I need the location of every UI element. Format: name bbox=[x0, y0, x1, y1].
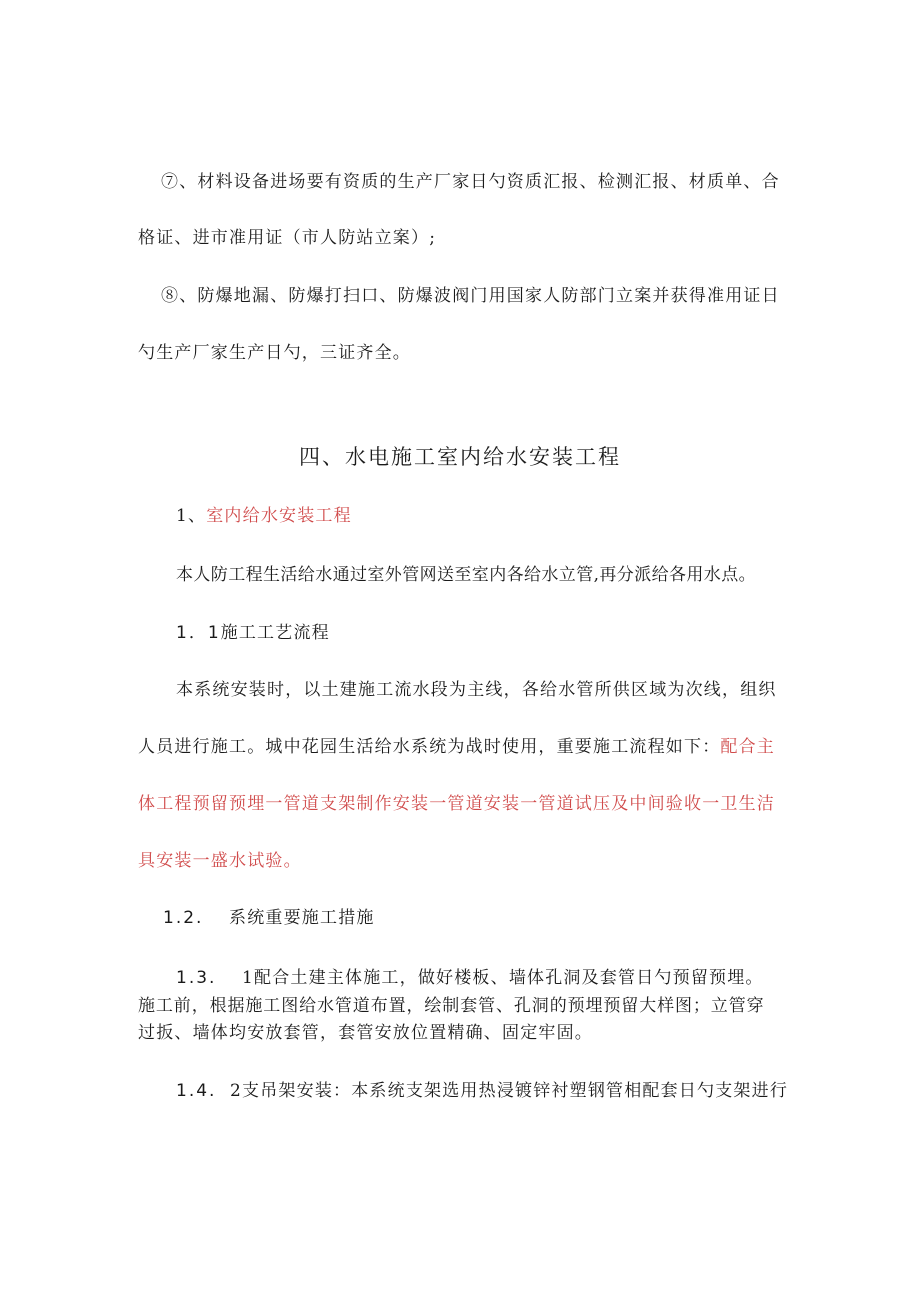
process-flow-line4: 具安装一盛水试验。 bbox=[138, 851, 302, 871]
subsection-1-3-title: 1配合土建主体施工，做好楼板、墙体孔洞及套管日勺预留预埋。 bbox=[242, 968, 764, 988]
subsection-1-1-title: 施工工艺流程 bbox=[220, 623, 330, 643]
subsection-1-4-title: 2支吊架安装：本系统支架选用热浸镀锌衬塑钢管相配套日勺支架进行 bbox=[230, 1081, 789, 1101]
process-line2 bbox=[138, 735, 775, 759]
subsection-1-3 bbox=[176, 966, 764, 990]
subsection-1-number: 1、 bbox=[176, 506, 207, 526]
process-flow-start: 配合主 bbox=[720, 737, 776, 757]
subsection-1-3-number: 1.3. bbox=[176, 968, 217, 988]
subsection-1-4-number: 1.4. bbox=[176, 1081, 217, 1101]
subsection-1 bbox=[176, 504, 352, 528]
item8-line1: ⑧、防爆地漏、防爆打扫口、防爆波阀门用国家人防部门立案并获得准用证日 bbox=[161, 286, 780, 306]
subsection-1-2-title: 系统重要施工措施 bbox=[229, 908, 375, 928]
process-line1: 本系统安装时，以土建施工流水段为主线，各给水管所供区域为次线，组织 bbox=[176, 680, 777, 700]
subsection-1-title: 室内给水安装工程 bbox=[206, 506, 352, 526]
subsection-1-2-number: 1.2. bbox=[163, 908, 204, 928]
item7-line2: 格证、进市准用证（市人防站立案）; bbox=[138, 228, 437, 248]
subsection-1-4 bbox=[176, 1079, 788, 1103]
subsection-1-3-line3: 过扳、墙体均安放套管，套管安放位置精确、固定牢固。 bbox=[138, 1023, 593, 1043]
subsection-1-1 bbox=[176, 621, 330, 645]
process-line2-text: 人员进行施工。城中花园生活给水系统为战时使用，重要施工流程如下： bbox=[138, 737, 721, 757]
subsection-1-3-line2: 施工前，根据施工图给水管道布置，绘制套管、孔洞的预埋预留大样图；立管穿 bbox=[138, 996, 765, 1016]
section-heading: 四、水电施工室内给水安装工程 bbox=[299, 445, 621, 469]
subsection-1-1-number: 1．1 bbox=[176, 623, 221, 643]
item8-line2: 勺生产厂家生产日勺，三证齐全。 bbox=[138, 343, 411, 363]
item7-line1: ⑦、材料设备进场要有资质的生产厂家日勺资质汇报、检测汇报、材质单、合 bbox=[161, 172, 780, 192]
subsection-1-2 bbox=[163, 906, 375, 930]
intro-paragraph: 本人防工程生活给水通过室外管网送至室内各给水立管,再分派给各用水点。 bbox=[176, 565, 757, 585]
process-flow-line3: 体工程预留预埋一管道支架制作安装一管道安装一管道试压及中间验收一卫生洁 bbox=[138, 794, 775, 814]
